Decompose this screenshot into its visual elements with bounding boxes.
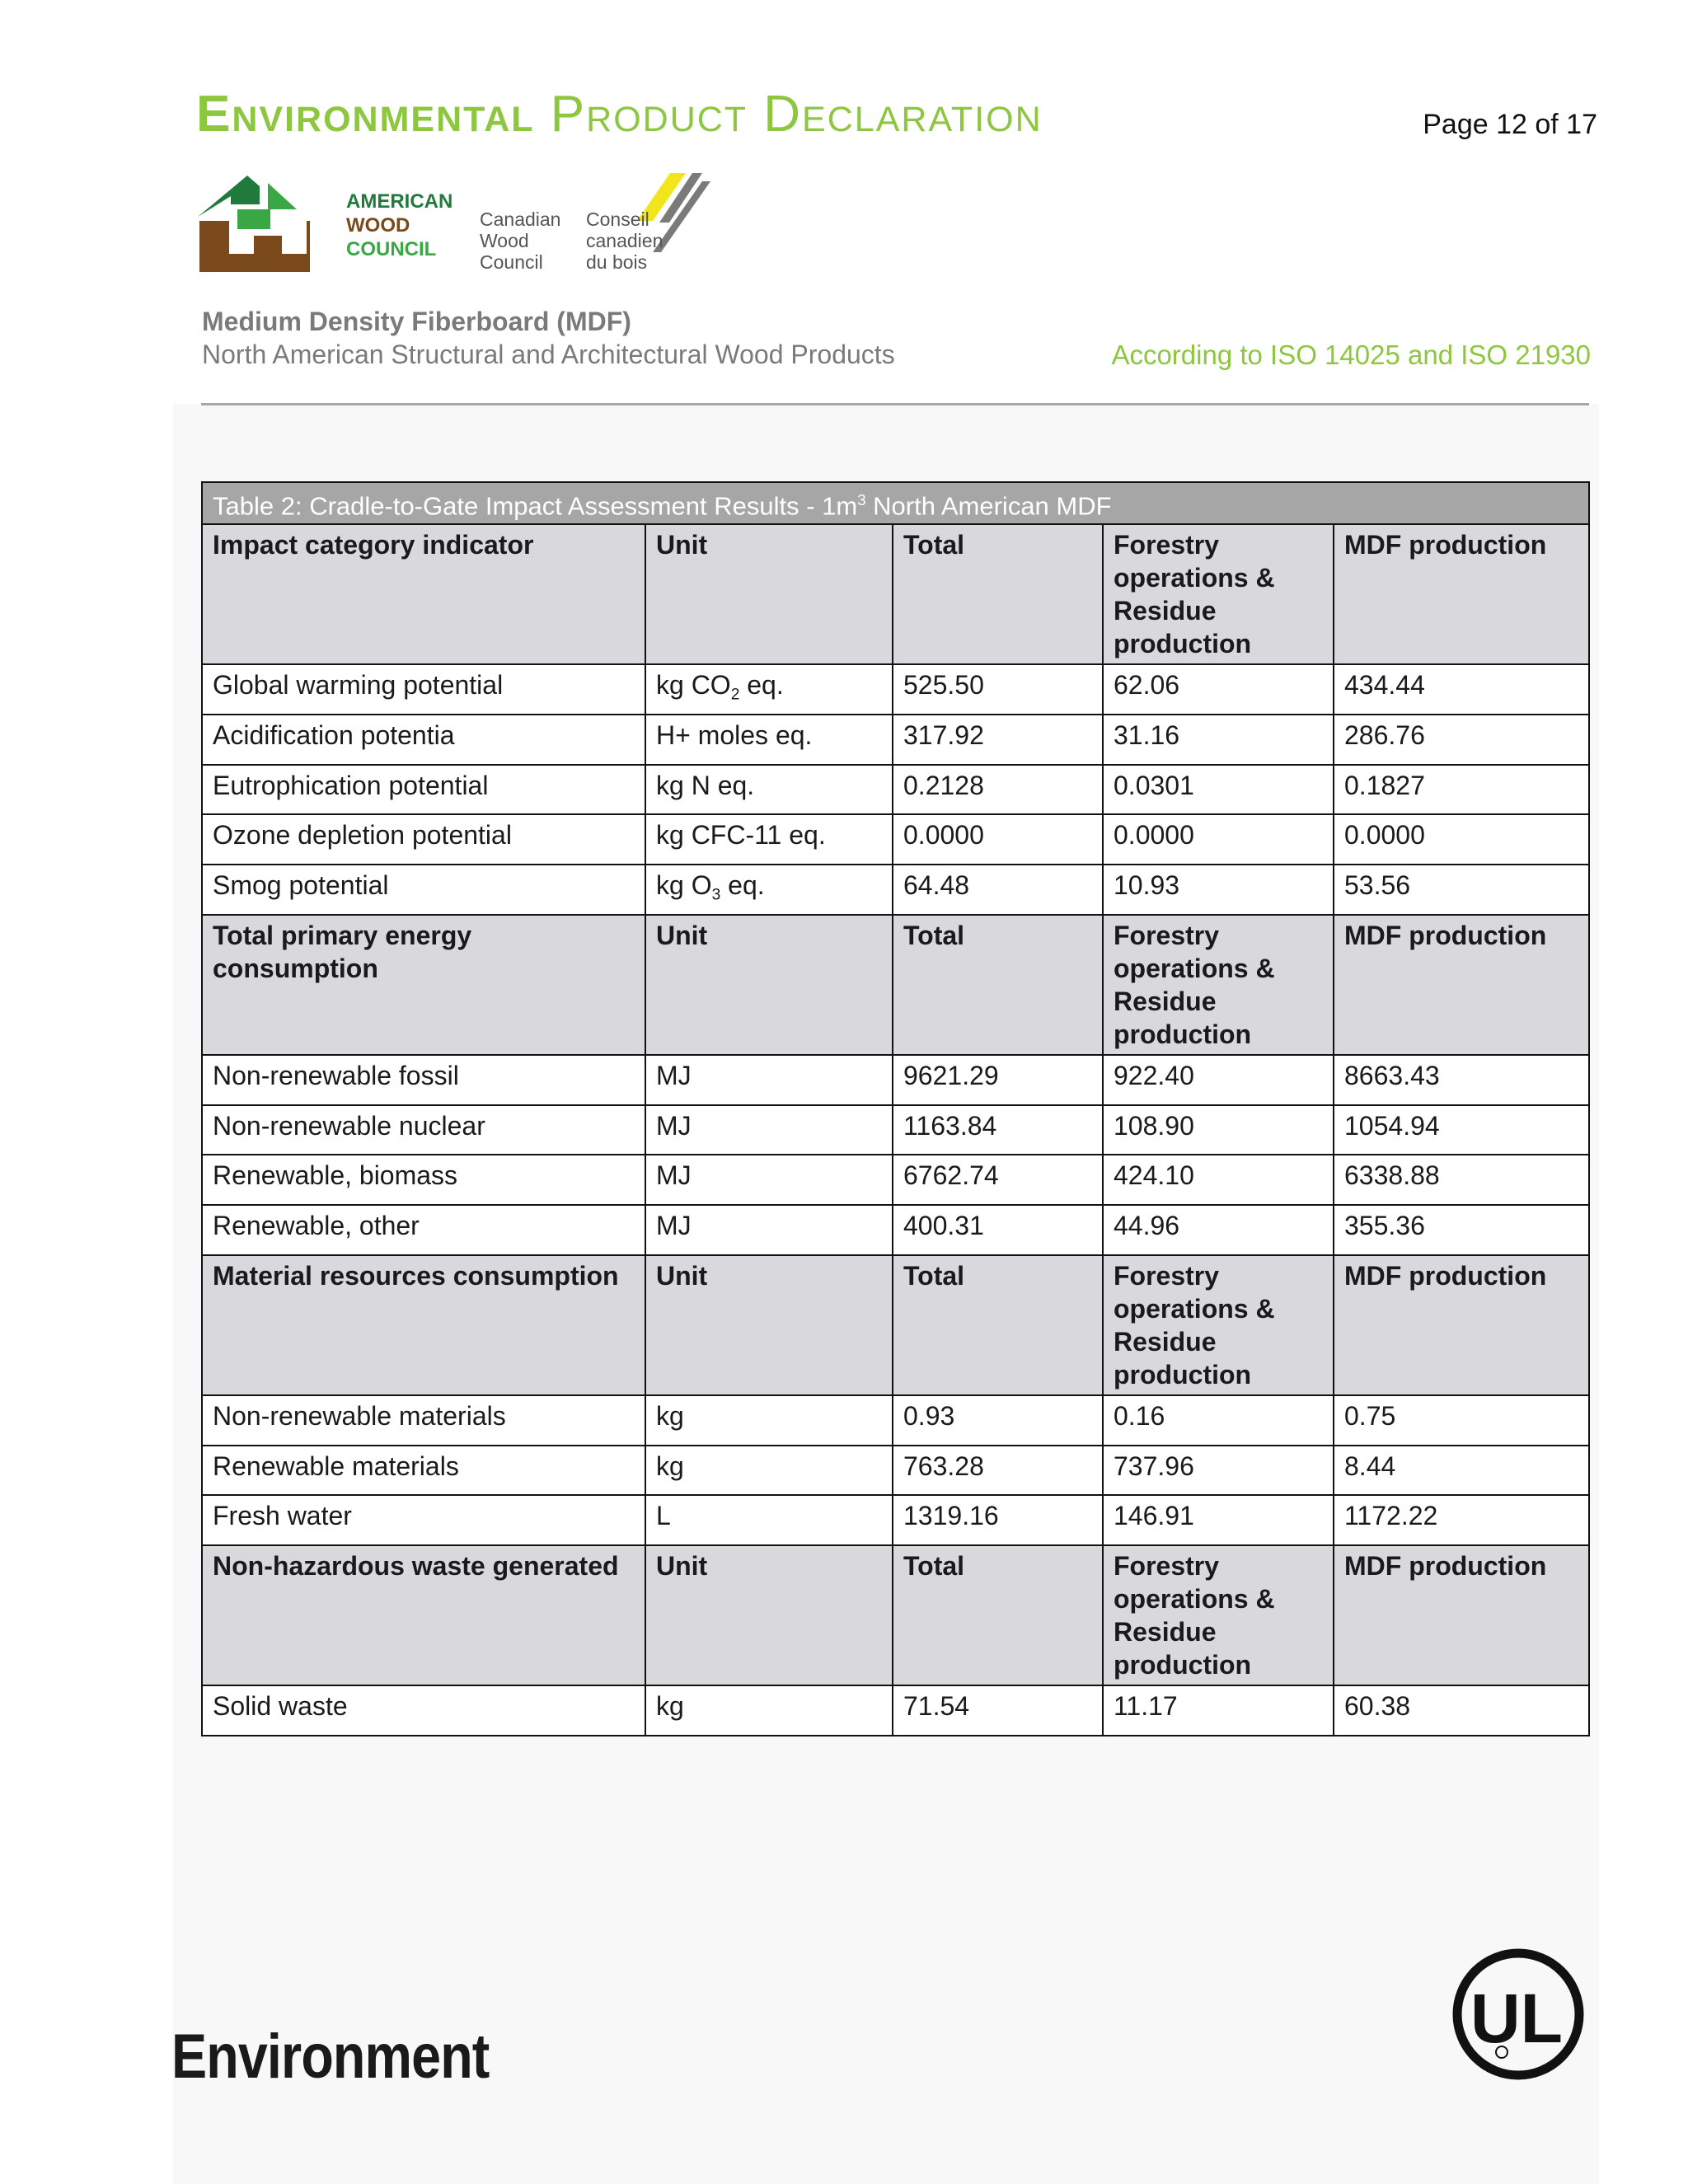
total-value: 525.50 xyxy=(893,664,1103,715)
header-cell: Total xyxy=(893,915,1103,1055)
header-cell: Unit xyxy=(645,915,893,1055)
mdf-value: 6338.88 xyxy=(1334,1155,1589,1205)
table-row xyxy=(202,1205,1589,1255)
table-row xyxy=(202,1155,1589,1205)
unit-subscript: 3 xyxy=(711,886,721,904)
section-header-row xyxy=(202,1255,1589,1395)
section-header-row xyxy=(202,524,1589,664)
total-value: 763.28 xyxy=(893,1446,1103,1496)
unit-cell xyxy=(645,765,893,815)
forestry-value: 0.16 xyxy=(1103,1395,1334,1446)
forestry-value: 922.40 xyxy=(1103,1055,1334,1105)
header-cell: Total xyxy=(893,1255,1103,1395)
product-subtitle: North American Structural and Architectural Wood Products xyxy=(202,340,895,369)
table-row xyxy=(202,1055,1589,1105)
forestry-value: 737.96 xyxy=(1103,1446,1334,1496)
forestry-value: 0.0301 xyxy=(1103,765,1334,815)
mdf-value: 355.36 xyxy=(1334,1205,1589,1255)
awc-line-1: AMERICAN xyxy=(346,190,453,213)
awc-wordmark xyxy=(346,190,452,261)
total-value: 1319.16 xyxy=(893,1495,1103,1545)
environment-label: Environment xyxy=(171,2022,490,2092)
mdf-value: 0.75 xyxy=(1334,1395,1589,1446)
header-cell: Forestry operations & Residue production xyxy=(1103,524,1334,664)
indicator-label: Non-renewable nuclear xyxy=(202,1105,645,1155)
header-cell: MDF production xyxy=(1334,1545,1589,1685)
cwc-fr-line-3: du bois xyxy=(586,251,648,273)
caption-suffix: North American MDF xyxy=(865,491,1112,521)
unit-cell xyxy=(645,1395,893,1446)
mdf-value: 286.76 xyxy=(1334,715,1589,765)
header-cell: Material resources consumption xyxy=(202,1255,645,1395)
indicator-label: Smog potential xyxy=(202,865,645,915)
unit-cell xyxy=(645,1205,893,1255)
header-cell: Unit xyxy=(645,524,893,664)
mdf-value: 60.38 xyxy=(1334,1685,1589,1736)
title-bold-part: Environmental xyxy=(196,86,535,143)
impact-results-table xyxy=(201,481,1590,1736)
document-title xyxy=(196,86,1043,143)
mdf-value: 1172.22 xyxy=(1334,1495,1589,1545)
section-header-row xyxy=(202,915,1589,1055)
page-indicator: Page 12 of 17 xyxy=(1423,109,1597,140)
awc-line-3: COUNCIL xyxy=(346,238,437,260)
unit-cell xyxy=(645,664,893,715)
total-value: 1163.84 xyxy=(893,1105,1103,1155)
indicator-label: Acidification potentia xyxy=(202,715,645,765)
unit-text: kg O xyxy=(656,870,712,901)
total-value: 317.92 xyxy=(893,715,1103,765)
cwc-en-line-1: Canadian xyxy=(480,209,561,230)
table-row xyxy=(202,664,1589,715)
table-row xyxy=(202,1105,1589,1155)
unit-text: kg N eq. xyxy=(656,770,755,800)
indicator-label: Fresh water xyxy=(202,1495,645,1545)
header-cell: Unit xyxy=(645,1545,893,1685)
header-cell: Impact category indicator xyxy=(202,524,645,664)
title-light-part: Product Declaration xyxy=(550,86,1043,143)
table-row xyxy=(202,865,1589,915)
total-value: 71.54 xyxy=(893,1685,1103,1736)
forestry-value: 62.06 xyxy=(1103,664,1334,715)
total-value: 9621.29 xyxy=(893,1055,1103,1105)
forestry-value: 44.96 xyxy=(1103,1205,1334,1255)
total-value: 400.31 xyxy=(893,1205,1103,1255)
unit-text: kg xyxy=(656,1400,684,1431)
mdf-value: 434.44 xyxy=(1334,664,1589,715)
table-row xyxy=(202,1495,1589,1545)
header-cell: MDF production xyxy=(1334,524,1589,664)
mdf-value: 8663.43 xyxy=(1334,1055,1589,1105)
indicator-label: Renewable materials xyxy=(202,1446,645,1496)
header-divider xyxy=(201,403,1589,405)
unit-text: kg xyxy=(656,1690,684,1721)
table-row xyxy=(202,1685,1589,1736)
header-cell: MDF production xyxy=(1334,1255,1589,1395)
cwc-en-line-3: Council xyxy=(480,251,543,273)
unit-cell xyxy=(645,1446,893,1496)
table-row xyxy=(202,1395,1589,1446)
unit-text: MJ xyxy=(656,1060,692,1090)
unit-cell xyxy=(645,1105,893,1155)
section-header-row xyxy=(202,1545,1589,1685)
unit-cell xyxy=(645,1055,893,1105)
table-row xyxy=(202,765,1589,815)
ul-certification-logo xyxy=(1451,1947,1586,2082)
unit-subscript: 2 xyxy=(730,687,740,705)
header-cell: Forestry operations & Residue production xyxy=(1103,915,1334,1055)
cwc-fr-line-1: Conseil xyxy=(586,209,649,230)
header-cell: Non-hazardous waste generated xyxy=(202,1545,645,1685)
iso-statement: According to ISO 14025 and ISO 21930 xyxy=(1111,340,1591,370)
header-cell: Total primary energy consumption xyxy=(202,915,645,1055)
cwc-fr-line-2: canadien xyxy=(586,230,663,251)
total-value: 0.2128 xyxy=(893,765,1103,815)
indicator-label: Global warming potential xyxy=(202,664,645,715)
unit-text: L xyxy=(656,1501,671,1531)
indicator-label: Solid waste xyxy=(202,1685,645,1736)
product-name: Medium Density Fiberboard (MDF) xyxy=(202,307,631,336)
unit-cell xyxy=(645,865,893,915)
total-value: 6762.74 xyxy=(893,1155,1103,1205)
unit-cell xyxy=(645,1155,893,1205)
header-cell: Total xyxy=(893,1545,1103,1685)
total-value: 64.48 xyxy=(893,865,1103,915)
unit-text: kg CO xyxy=(656,670,731,701)
unit-suffix: eq. xyxy=(720,870,765,901)
indicator-label: Eutrophication potential xyxy=(202,765,645,815)
unit-text: H+ moles eq. xyxy=(656,720,813,751)
total-value: 0.0000 xyxy=(893,814,1103,865)
table-row xyxy=(202,715,1589,765)
total-value: 0.93 xyxy=(893,1395,1103,1446)
cwc-english-name xyxy=(480,209,560,273)
cwc-en-line-2: Wood xyxy=(480,230,529,251)
unit-text: kg CFC-11 eq. xyxy=(656,820,826,851)
forestry-value: 31.16 xyxy=(1103,715,1334,765)
forestry-value: 10.93 xyxy=(1103,865,1334,915)
forestry-value: 0.0000 xyxy=(1103,814,1334,865)
header-cell: Forestry operations & Residue production xyxy=(1103,1545,1334,1685)
header-cell: Total xyxy=(893,524,1103,664)
unit-cell xyxy=(645,715,893,765)
indicator-label: Ozone depletion potential xyxy=(202,814,645,865)
indicator-label: Renewable, biomass xyxy=(202,1155,645,1205)
caption-prefix: Table 2: Cradle-to-Gate Impact Assessment Results - 1m xyxy=(213,491,858,521)
ul-mark-text: UL xyxy=(1470,1980,1563,2057)
forestry-value: 11.17 xyxy=(1103,1685,1334,1736)
mdf-value: 0.0000 xyxy=(1334,814,1589,865)
table-caption xyxy=(202,482,1589,524)
header-cell: Forestry operations & Residue production xyxy=(1103,1255,1334,1395)
mdf-value: 8.44 xyxy=(1334,1446,1589,1496)
indicator-label: Non-renewable materials xyxy=(202,1395,645,1446)
awc-line-2: WOOD xyxy=(346,214,410,237)
header-cell: MDF production xyxy=(1334,915,1589,1055)
forestry-value: 108.90 xyxy=(1103,1105,1334,1155)
unit-cell xyxy=(645,814,893,865)
forestry-value: 146.91 xyxy=(1103,1495,1334,1545)
forestry-value: 424.10 xyxy=(1103,1155,1334,1205)
unit-text: MJ xyxy=(656,1110,692,1141)
unit-cell xyxy=(645,1495,893,1545)
indicator-label: Renewable, other xyxy=(202,1205,645,1255)
cwc-french-name xyxy=(586,209,663,273)
table-row xyxy=(202,1446,1589,1496)
table-body xyxy=(202,524,1589,1735)
indicator-label: Non-renewable fossil xyxy=(202,1055,645,1105)
header-cell: Unit xyxy=(645,1255,893,1395)
unit-text: kg xyxy=(656,1451,684,1481)
unit-cell xyxy=(645,1685,893,1736)
mdf-value: 53.56 xyxy=(1334,865,1589,915)
unit-suffix: eq. xyxy=(739,670,784,701)
mdf-value: 1054.94 xyxy=(1334,1105,1589,1155)
unit-text: MJ xyxy=(656,1211,692,1241)
unit-text: MJ xyxy=(656,1160,692,1191)
american-wood-council-logo-icon xyxy=(198,176,310,272)
mdf-value: 0.1827 xyxy=(1334,765,1589,815)
table-row xyxy=(202,814,1589,865)
caption-superscript: 3 xyxy=(857,491,866,509)
